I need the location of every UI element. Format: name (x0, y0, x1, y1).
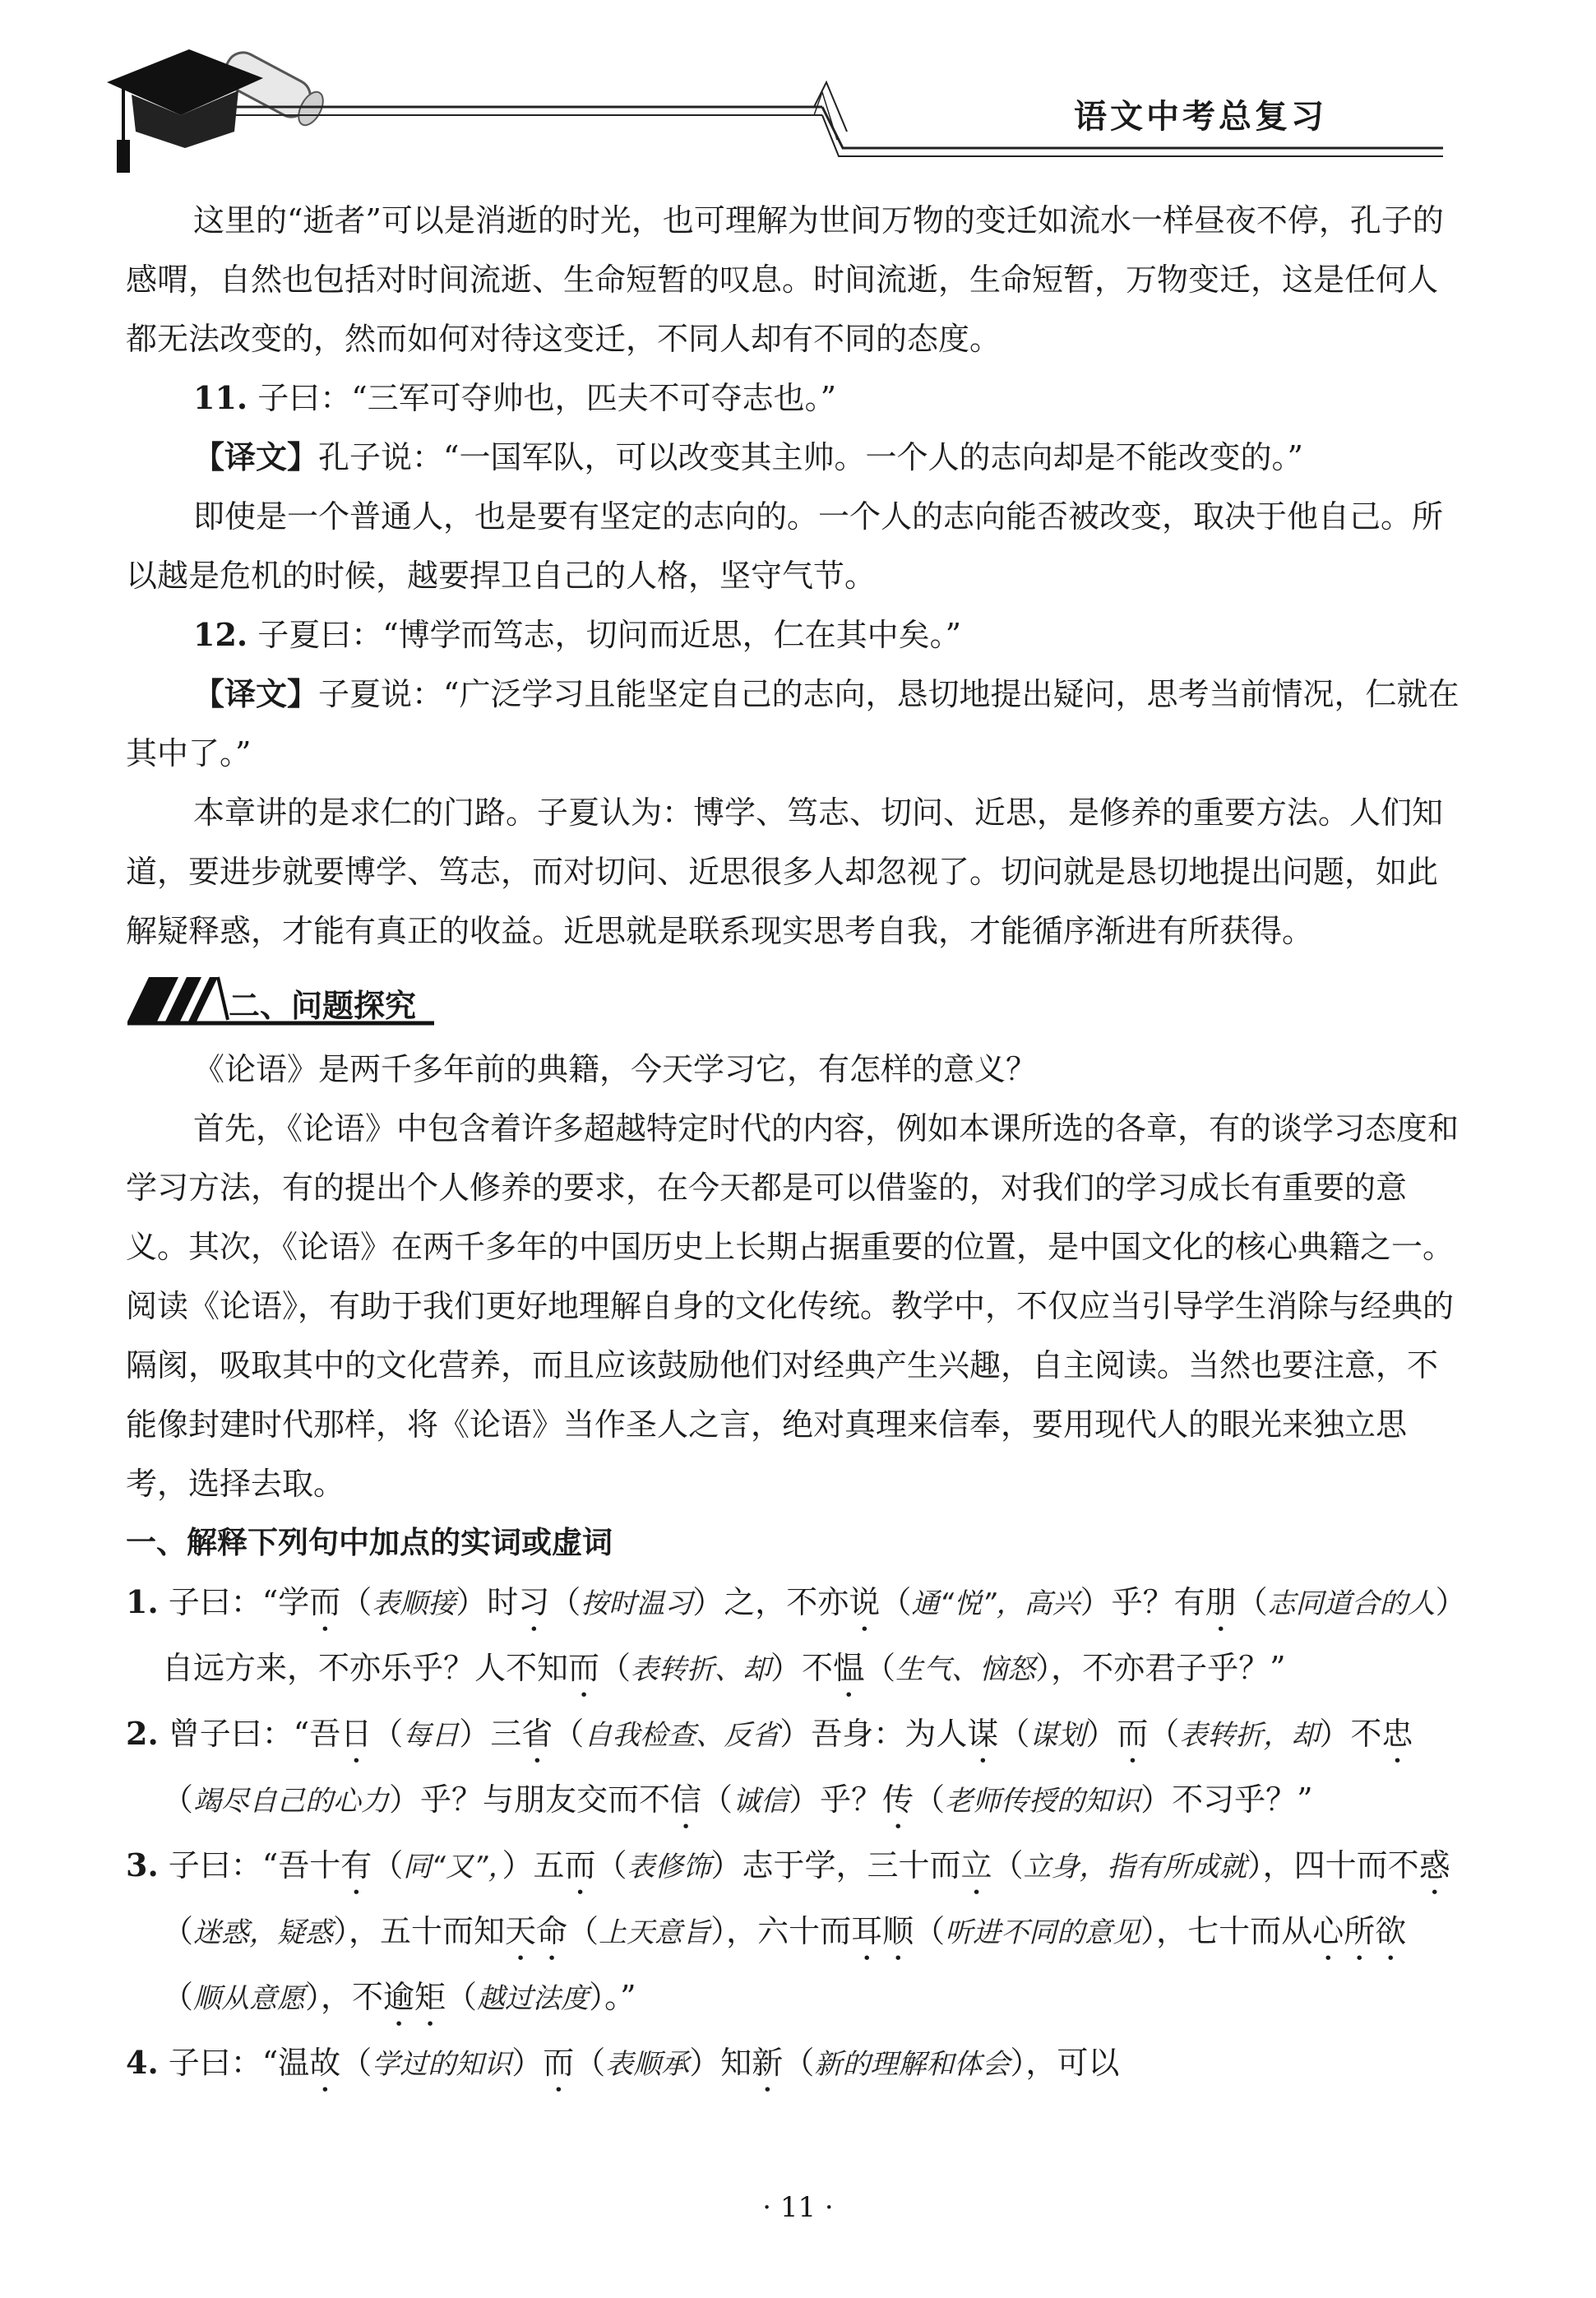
answer: 上天意旨 (599, 1916, 711, 1949)
text: （ (340, 2045, 372, 2081)
item-12-translation (126, 665, 1462, 783)
paragraph: 本章讲的是求仁的门路。子夏认为：博学、笃志、切问、近思，是修养的重要方法。人们知道，要进步就要博学、笃志，而对切问、近思很多人却忽视了。切问就是恳切地提出问题，如此解疑释惑，才能有真正的收益。近思就是联系现实思考自我，才能循序渐进有所获得。 (126, 795, 1444, 949)
page-number: · 11 · (762, 2191, 834, 2224)
text: ），五十而知 (333, 1913, 506, 1949)
text: 子曰：“温 (168, 2045, 310, 2081)
dotted-word: 惑 (1418, 1847, 1450, 1883)
text: ）。” (589, 1979, 636, 2015)
text: （ (162, 1781, 194, 1818)
text: （ (162, 1913, 194, 1949)
text: 曾子曰：“吾 (168, 1716, 341, 1752)
question-number: 4. (126, 2044, 159, 2081)
dotted-word: 故 (309, 2045, 341, 2081)
translation-tag: 【译文】 (193, 676, 319, 712)
dotted-word: 天命 (505, 1913, 568, 1949)
answer: 表转折，却 (1179, 1719, 1320, 1752)
text: ），不亦君子乎？” (1035, 1650, 1286, 1686)
exercise-question-4 (126, 2033, 1462, 2099)
text: （ (992, 1847, 1024, 1883)
section-title: 二、问题探究 (229, 988, 417, 1024)
text: ）不 (770, 1650, 834, 1686)
answer: 生气、恼怒 (895, 1653, 1036, 1686)
answer: 同“又”， (403, 1851, 502, 1883)
answer: 按时温习 (581, 1587, 693, 1620)
paragraph: 这里的“逝者”可以是消逝的时光，也可理解为世间万物的变迁如流水一样昼夜不停，孔子的感喟，自然也包括对时间流逝、生命短暂的叹息。时间流逝，生命短暂，万物变迁，这是任何人都无法改变的，然而如何对待这变迁，不同人却有不同的态度。 (126, 202, 1444, 357)
answer: 老师传授的知识 (945, 1785, 1141, 1818)
answer: 每日 (403, 1719, 460, 1752)
text: （ (595, 1847, 627, 1883)
text: （ (1148, 1716, 1180, 1752)
dotted-word: 省 (521, 1716, 553, 1752)
text: ）之，不亦 (692, 1584, 849, 1620)
dotted-word: 而 (309, 1584, 341, 1620)
text: （ (783, 2045, 815, 2081)
dotted-word: 而 (568, 1650, 600, 1686)
text: （ (701, 1781, 733, 1818)
dotted-word: 立 (960, 1847, 992, 1883)
answer: 自我检查、反省 (584, 1719, 780, 1752)
text: ）志于学，三十而 (710, 1847, 961, 1883)
answer: 越过法度 (477, 1982, 590, 2015)
text: ）乎？ (789, 1781, 883, 1818)
text: ）乎？与朋友交而不 (389, 1781, 671, 1818)
item-11 (126, 368, 1462, 428)
item-number: 11. (193, 379, 248, 416)
dotted-word: 忠 (1381, 1716, 1413, 1752)
page-header (99, 33, 1480, 181)
dotted-word: 日 (340, 1716, 372, 1752)
text: ）不 (1319, 1716, 1382, 1752)
item-12 (126, 605, 1462, 665)
answer: 诚信 (733, 1785, 789, 1818)
exercise-question-2 (126, 1704, 1462, 1836)
text: ）知 (689, 2045, 752, 2081)
answer: 志同道合的人 (1267, 1587, 1436, 1620)
dotted-word: 心所欲 (1312, 1913, 1407, 1949)
text: （ (864, 1650, 896, 1686)
translation-tag: 【译文】 (193, 439, 319, 475)
answer: 学过的知识 (372, 2048, 512, 2081)
text: ），四十而不 (1247, 1847, 1419, 1883)
answer: 迷惑，疑惑 (193, 1916, 334, 1949)
text: ）自远方来，不亦乐乎？人不知 (162, 1584, 1451, 1686)
exercise-question-3 (126, 1836, 1462, 2033)
question-number: 2. (126, 1715, 159, 1752)
answer: 新的理解和体会 (814, 2048, 1011, 2081)
translation-text: 孔子说：“一国军队，可以改变其主帅。一个人的志向却是不能改变的。” (318, 439, 1303, 475)
answer: 通“悦”，高兴 (911, 1587, 1080, 1620)
answer: 顺从意愿 (193, 1982, 306, 2015)
dotted-word: 习 (518, 1584, 550, 1620)
paragraph: 即使是一个普通人，也是要有坚定的志向的。一个人的志向能否被改变，取决于他自己。所以越是危机的时候，越要捍卫自己的人格，坚守气节。 (126, 498, 1444, 594)
item-text: 子曰：“三军可夺帅也，匹夫不可夺志也。” (257, 380, 837, 416)
text: ） (511, 2045, 544, 2081)
dotted-word: 谋 (967, 1716, 999, 1752)
answer: 表转折、却 (631, 1653, 771, 1686)
text: （ (567, 1913, 599, 1949)
section-question: 《论语》是两千多年前的典籍，今天学习它，有怎样的意义？ (193, 1051, 1038, 1087)
dotted-word: 说 (849, 1584, 881, 1620)
item-text: 子夏曰：“博学而笃志，切问而近思，仁在其中矣。” (257, 617, 962, 653)
text: 子曰：“吾十 (168, 1847, 341, 1883)
section-answer: 首先，《论语》中包含着许多超越特定时代的内容，例如本课所选的各章，有的谈学习态度和学习方法，有的提出个人修养的要求，在今天都是可以借鉴的，对我们的学习成长有重要的意义。其次，《论语》在两千多年的中国历史上长期占据重要的位置，是中国文化的核心典籍之一。阅读《论语》，有助于我们更好地理解自身的文化传统。教学中，不仅应当引导学生消除与经典的隔阂，吸取其中的文化营养，而且应该鼓励他们对经典产生兴趣，自主阅读。当然也要注意，不能像封建时代那样，将《论语》当作圣人之言，绝对真理来信奉，要用现代人的眼光来独立思考，选择去取。 (126, 1110, 1460, 1502)
dotted-word: 逾矩 (383, 1979, 446, 2015)
text: ）不习乎？” (1140, 1781, 1313, 1818)
text: 子曰：“学 (168, 1584, 310, 1620)
text: （ (162, 1979, 194, 2015)
answer: 竭尽自己的心力 (193, 1785, 390, 1818)
text: （ (998, 1716, 1030, 1752)
answer: 表顺接 (372, 1587, 456, 1620)
text: ）三 (459, 1716, 522, 1752)
text: ），六十而 (710, 1913, 852, 1949)
dotted-word: 而 (564, 1847, 596, 1883)
question-number: 3. (126, 1846, 159, 1883)
text: ）乎？有 (1080, 1584, 1205, 1620)
dotted-word: 新 (752, 2045, 784, 2081)
page-content (126, 191, 1462, 2099)
text: ），七十而从 (1140, 1913, 1313, 1949)
translation-text: 子夏说：“广泛学习且能坚定自己的志向，恳切地提出疑问，思考当前情况，仁就在其中了。” (126, 676, 1460, 771)
text: （ (372, 1716, 404, 1752)
dotted-word: 而 (1117, 1716, 1149, 1752)
text: （ (880, 1584, 912, 1620)
text: （ (553, 1716, 585, 1752)
text: （ (1236, 1584, 1268, 1620)
section-heading (126, 971, 1462, 1035)
text: ）五 (502, 1847, 565, 1883)
answer: 表修饰 (627, 1851, 711, 1883)
header-title: 语文中考总复习 (1074, 97, 1327, 136)
text: ） (1085, 1716, 1117, 1752)
dotted-word: 有 (340, 1847, 372, 1883)
answer: 表顺承 (605, 2048, 690, 2081)
dotted-word: 信 (670, 1781, 702, 1818)
dotted-word: 而 (543, 2045, 575, 2081)
text: （ (914, 1781, 946, 1818)
item-number: 12. (193, 616, 248, 653)
text: ），不 (305, 1979, 384, 2015)
text: （ (372, 1847, 404, 1883)
text: ）时 (456, 1584, 519, 1620)
dotted-word: 耳顺 (851, 1913, 914, 1949)
dotted-word: 朋 (1205, 1584, 1237, 1620)
dotted-word: 传 (882, 1781, 914, 1818)
answer: 立身，指有所成就 (1023, 1851, 1247, 1883)
exercise-heading: 一、解释下列句中加点的实词或虚词 (126, 1525, 613, 1560)
text: （ (549, 1584, 581, 1620)
exercise-question-1 (126, 1573, 1462, 1704)
text: （ (914, 1913, 946, 1949)
question-number: 1. (126, 1583, 159, 1620)
item-11-translation (126, 428, 1462, 487)
text: ），可以 (1010, 2045, 1120, 2081)
answer: 谋划 (1029, 1719, 1086, 1752)
text: （ (599, 1650, 631, 1686)
answer: 听进不同的意见 (945, 1916, 1141, 1949)
text: ）吾身：为人 (779, 1716, 968, 1752)
text: （ (446, 1979, 478, 2015)
text: （ (574, 2045, 606, 2081)
text: （ (340, 1584, 372, 1620)
dotted-word: 愠 (833, 1650, 865, 1686)
